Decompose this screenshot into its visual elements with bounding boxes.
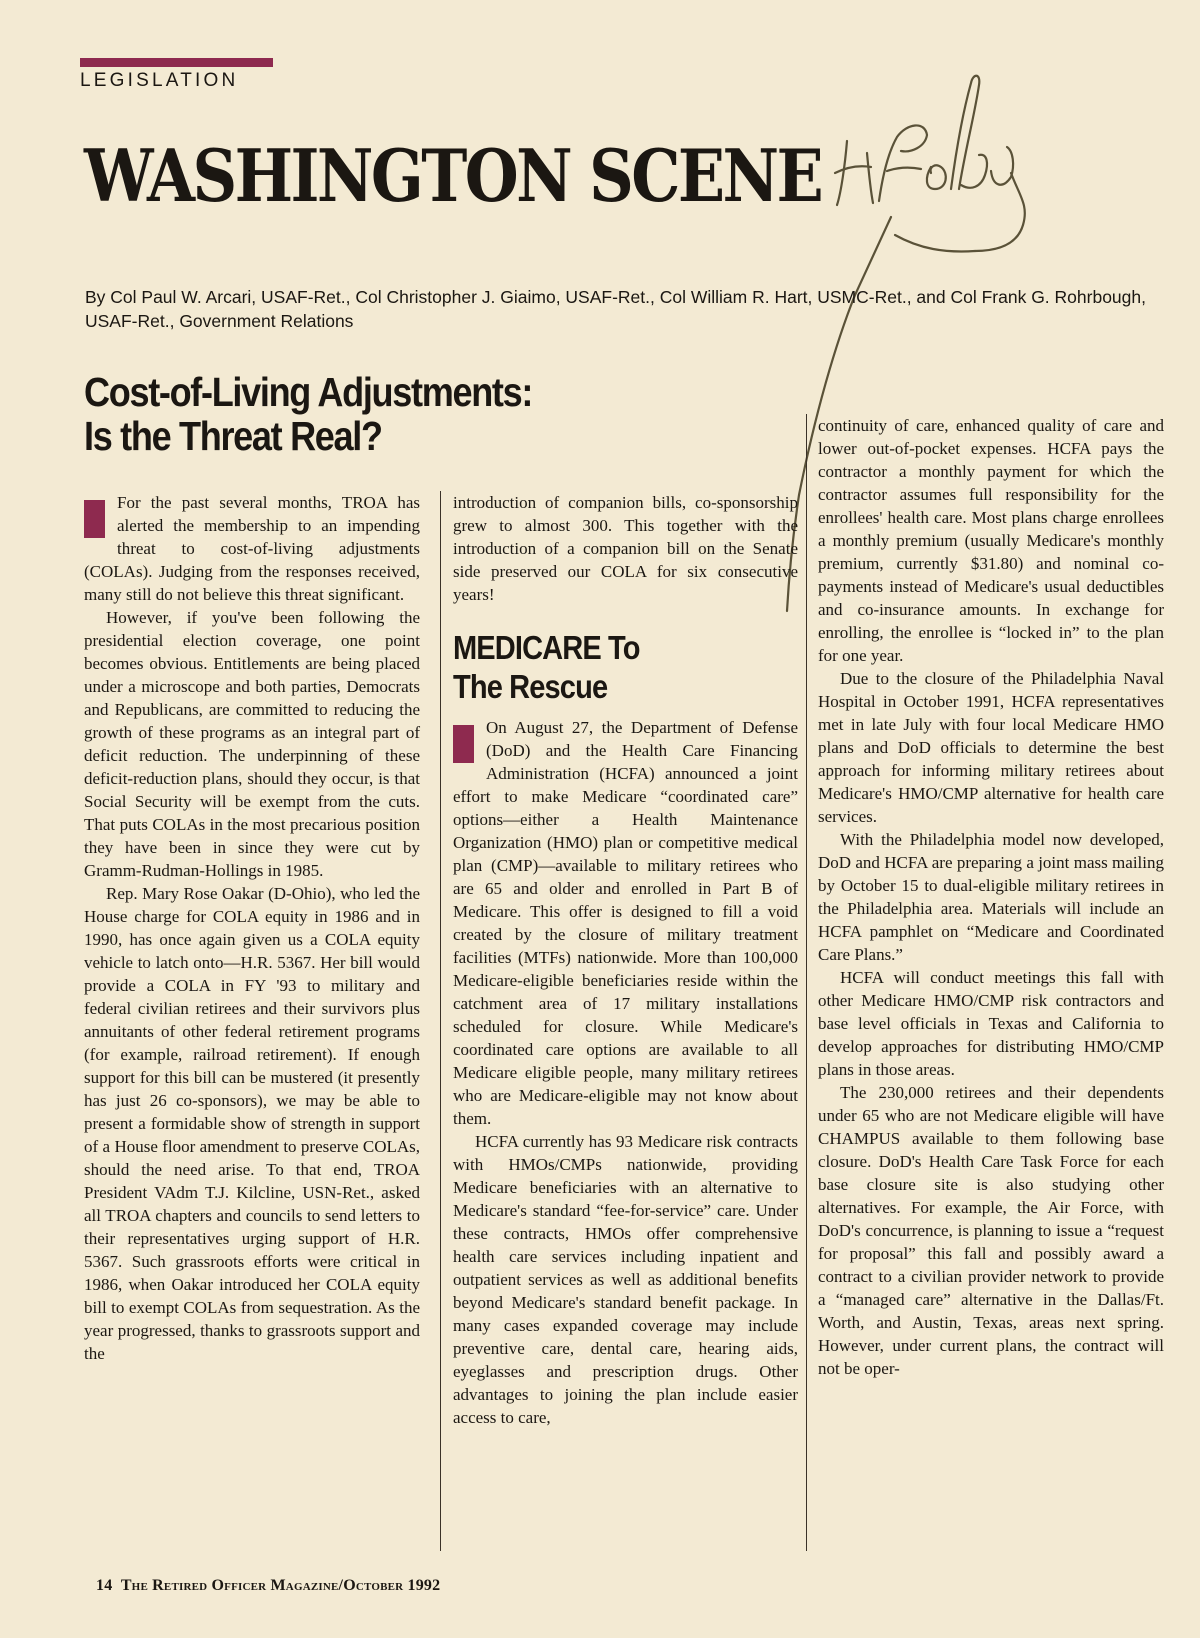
article-column-2 (453, 716, 798, 1429)
paragraph: With the Philadelphia model now developed, DoD and HCFA are preparing a joint mass mailing by October 15 to dual-eligible military retirees in the Philadelphia area. Materials will include an HCFA pamphlet on “Medicare and Coordinated Care Plans.” (818, 830, 1164, 964)
drop-cap-block (84, 500, 105, 538)
article-column-1 (84, 491, 420, 1365)
page-footer (96, 1577, 440, 1595)
paragraph: The 230,000 retirees and their dependents under 65 who are not Medicare eligible will have CHAMPUS available to them following base closure. DoD's Health Care Task Force for each base closure site is also studying other alternatives. For example, the Air Force, with DoD's concurrence, is planning to issue a “request for proposal” this fall and possibly award a contract to a civilian provider network to provide a “managed care” alternative in the Dallas/Ft. Worth, and Austin, Texas, areas next spring. However, under current plans, the contract will not be oper- (818, 1083, 1164, 1378)
column-rule-2 (806, 414, 807, 1551)
masthead-title: WASHINGTON SCENE (84, 133, 822, 218)
subhead-line-2: The Rescue (453, 668, 608, 705)
headline-line-2: Is the Threat Real? (84, 413, 382, 459)
paragraph: For the past several months, TROA has alerted the membership to an impending threat to cost-of-living adjustments (COLAs). Judging from the responses received, many still do not believe this threat significant. (84, 493, 420, 604)
publication-line: The Retired Officer Magazine/October 1992 (120, 1577, 441, 1594)
article-column-2-continuation (453, 491, 798, 606)
paragraph: On August 27, the Department of Defense (DoD) and the Health Care Financing Administration (HCFA) announced a joint effort to make Medicare “coordinated care” options—either a Health Maintenance Organization (HMO) plan or competitive medical plan (CMP)—available to military retirees who are 65 and older and enrolled in Part B of Medicare. This offer is designed to fill a void created by the closure of military treatment facilities (MTFs) nationwide. More than 100,000 Medicare-eligible beneficiaries reside within the catchment area of 17 military installations scheduled for closure. While Medicare's coordinated care options are available to all Medicare eligible people, many military retirees who are Medicare-eligible may not know about them. (453, 718, 798, 1128)
paragraph: Due to the closure of the Philadelphia Naval Hospital in October 1991, HCFA representatives met in late July with four local Medicare HMO plans and DoD officials to determine the best approach for informing military retirees about Medicare's HMO/CMP alternative for health care services. (818, 669, 1164, 826)
headline-line-1: Cost-of-Living Adjustments: (84, 369, 533, 415)
paragraph: continuity of care, enhanced quality of care and lower out-of-pocket expenses. HCFA pays the contractor a monthly payment for which the contractor assumes full responsibility for the enrollees' health care. Most plans charge enrollees a monthly premium (usually Medicare's monthly premium, currently $31.80) and nominal co-payments instead of Medicare's usual deductibles and co-insurance amounts. In exchange for enrolling, the enrollee is “locked in” to the plan for one year. (818, 416, 1164, 665)
article-headline (84, 370, 532, 458)
paragraph: Rep. Mary Rose Oakar (D-Ohio), who led the House charge for COLA equity in 1986 and in 1990, has once again given us a COLA equity vehicle to latch onto—H.R. 5367. Her bill would provide a COLA in FY '93 to military and federal civilian retirees and their survivors plus annuitants of other federal retirement programs (for example, railroad retirement). If enough support for this bill can be mustered (it presently has just 26 co-sponsors), we may be able to present a formidable show of strength in support of a House floor amendment to preserve COLAs, should the need arise. To that end, TROA President VAdm T.J. Kilcline, USN-Ret., asked all TROA chapters and councils to send letters to their representatives urging support of H.R. 5367. Such grassroots efforts were critical in 1986, when Oakar introduced her COLA equity bill to exempt COLAs from sequestration. As the year progressed, thanks to grassroots support and the (84, 884, 420, 1363)
section-accent-bar (80, 58, 273, 67)
page-number: 14 (96, 1577, 113, 1594)
paragraph: However, if you've been following the presidential election coverage, one point becomes obvious. Entitlements are being placed under a microscope and both parties, Democrats and Republicans, are committed to reducing the growth of these programs as an integral part of deficit reduction. The underpinning of these deficit-reduction plans, should they occur, is that Social Security will be exempt from the cuts. That puts COLAs in the most precarious position they have been in since they were cut by Gramm-Rudman-Hollings in 1985. (84, 608, 420, 880)
signature-text: A/ Foley (775, 55, 779, 56)
column-rule-1 (440, 491, 441, 1551)
section-subhead (453, 628, 640, 706)
paragraph: HCFA will conduct meetings this fall with other Medicare HMO/CMP risk contractors and base level officials in Texas and California to develop approaches for distributing HMO/CMP plans in those areas. (818, 968, 1164, 1079)
byline: By Col Paul W. Arcari, USAF-Ret., Col Christopher J. Giaimo, USAF-Ret., Col William R. Hart, USMC-Ret., and Col Frank G. Rohrbough, USAF-Ret., Government Relations (85, 287, 1146, 331)
drop-cap-block (453, 725, 474, 763)
article-column-3 (818, 414, 1164, 1380)
paragraph: HCFA currently has 93 Medicare risk contracts with HMOs/CMPs nationwide, providing Medicare beneficiaries with an alternative to Medicare's standard “fee-for-service” care. Under these contracts, HMOs offer comprehensive health care services including inpatient and outpatient services as well as additional benefits beyond Medicare's standard benefit package. In many cases expanded coverage may include preventive care, dental care, hearing aids, eyeglasses and prescription drugs. Other advantages to joining the plan include easier access to care, (453, 1132, 798, 1427)
paragraph: introduction of companion bills, co-sponsorship grew to almost 300. This together with the introduction of a companion bill on the Senate side preserved our COLA for six consecutive years! (453, 493, 798, 604)
subhead-line-1: MEDICARE To (453, 629, 640, 666)
section-label: LEGISLATION (80, 70, 239, 91)
